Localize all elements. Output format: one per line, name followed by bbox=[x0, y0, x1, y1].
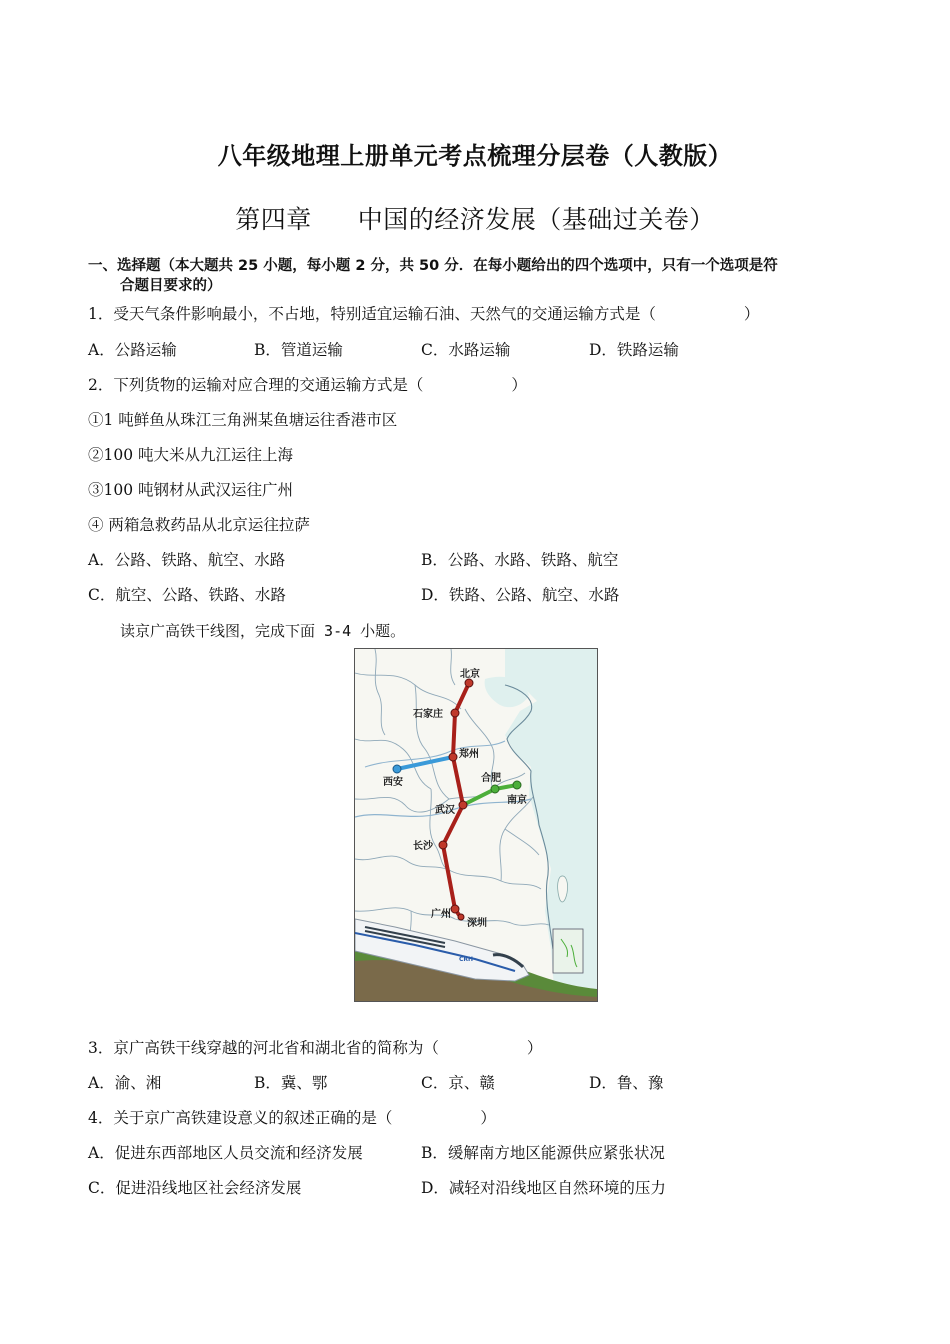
question-1-stem bbox=[88, 302, 759, 324]
city-dot-beijing bbox=[465, 679, 473, 687]
question-3-stem bbox=[88, 1036, 542, 1058]
city-label-wuhan: 武汉 bbox=[435, 805, 455, 816]
question-1-option-a: A．公路运输 bbox=[88, 341, 177, 359]
question-2-item-1: ①1 吨鲜鱼从珠江三角洲某鱼塘运往香港市区 bbox=[88, 411, 398, 429]
document-title: 八年级地理上册单元考点梳理分层卷（人教版） bbox=[217, 142, 733, 170]
city-label-xian: 西安 bbox=[383, 777, 403, 788]
question-2-option-c: C．航空、公路、铁路、水路 bbox=[88, 586, 286, 604]
question-2-item-3: ③100 吨钢材从武汉运往广州 bbox=[88, 481, 294, 499]
question-3-option-d: D．鲁、豫 bbox=[589, 1074, 664, 1092]
question-4-close-paren: ） bbox=[480, 1109, 496, 1127]
question-2-option-a: A．公路、铁路、航空、水路 bbox=[88, 551, 286, 569]
question-3-option-a: A．渝、湘 bbox=[88, 1074, 162, 1092]
city-label-guangzhou: 广州 bbox=[431, 909, 451, 920]
city-label-shenzhen: 深圳 bbox=[467, 918, 487, 929]
city-dot-shenzhen bbox=[458, 914, 464, 920]
chapter-title bbox=[0, 200, 950, 236]
question-1-option-d: D．铁路运输 bbox=[589, 341, 679, 359]
city-label-changsha: 长沙 bbox=[413, 841, 433, 852]
question-3-close-paren: ） bbox=[526, 1039, 543, 1057]
south-sea-inset bbox=[553, 929, 583, 973]
question-2-stem bbox=[88, 373, 527, 395]
section-heading-line2: 合题目要求的） bbox=[120, 278, 222, 294]
question-3-text: 3．京广高铁干线穿越的河北省和湖北省的简称为（ bbox=[88, 1039, 439, 1057]
question-3-option-c: C．京、赣 bbox=[421, 1074, 495, 1092]
city-dot-changsha bbox=[439, 841, 447, 849]
question-4-option-b: B．缓解南方地区能源供应紧张状况 bbox=[421, 1144, 665, 1162]
question-1-option-b: B．管道运输 bbox=[254, 341, 343, 359]
section-heading-line1: 一、选择题（本大题共 25 小题，每小题 2 分，共 50 分．在每小题给出的四个选项中，只有一个选项是符 bbox=[88, 258, 778, 274]
question-2-option-b: B．公路、水路、铁路、航空 bbox=[421, 551, 619, 569]
city-dot-shijiazhuang bbox=[451, 709, 459, 717]
question-3-option-b: B．冀、鄂 bbox=[254, 1074, 328, 1092]
city-label-zhengzhou: 郑州 bbox=[459, 749, 479, 760]
city-dot-wuhan bbox=[459, 801, 467, 809]
question-4-option-d: D．减轻对沿线地区自然环境的压力 bbox=[421, 1179, 666, 1197]
question-4-stem bbox=[88, 1106, 496, 1128]
map-intro-text: 读京广高铁干线图，完成下面 3-4 小题。 bbox=[120, 622, 406, 640]
question-2-item-4: ④ 两箱急救药品从北京运往拉萨 bbox=[88, 516, 310, 534]
question-2-item-2: ②100 吨大米从九江运往上海 bbox=[88, 446, 294, 464]
question-4-option-a: A．促进东西部地区人员交流和经济发展 bbox=[88, 1144, 363, 1162]
question-1-close-paren: ） bbox=[743, 305, 760, 323]
train-label: CRH bbox=[459, 956, 474, 963]
question-1-option-c: C．水路运输 bbox=[421, 341, 511, 359]
city-label-nanjing: 南京 bbox=[507, 795, 527, 806]
question-4-option-c: C．促进沿线地区社会经济发展 bbox=[88, 1179, 302, 1197]
chapter-name: 中国的经济发展（基础过关卷） bbox=[357, 205, 715, 234]
city-dot-guangzhou bbox=[451, 905, 459, 913]
railway-map bbox=[354, 648, 598, 1002]
question-4-text: 4．关于京广高铁建设意义的叙述正确的是（ bbox=[88, 1109, 393, 1127]
railway-map-svg bbox=[355, 649, 597, 1001]
city-dot-hefei bbox=[491, 785, 499, 793]
city-label-beijing: 北京 bbox=[460, 669, 480, 680]
city-label-hefei: 合肥 bbox=[481, 773, 501, 784]
city-label-shijiazhuang: 石家庄 bbox=[413, 709, 443, 720]
question-2-close-paren: ） bbox=[511, 376, 527, 394]
question-2-option-d: D．铁路、公路、航空、水路 bbox=[421, 586, 620, 604]
city-dot-xian bbox=[393, 765, 401, 773]
question-1-text: 1．受天气条件影响最小，不占地，特别适宜运输石油、天然气的交通运输方式是（ bbox=[88, 305, 656, 323]
section-heading bbox=[88, 256, 878, 296]
city-dot-nanjing bbox=[513, 781, 521, 789]
city-dot-zhengzhou bbox=[449, 753, 457, 761]
question-2-text: 2．下列货物的运输对应合理的交通运输方式是（ bbox=[88, 376, 424, 394]
chapter-number: 第四章 bbox=[235, 205, 312, 234]
